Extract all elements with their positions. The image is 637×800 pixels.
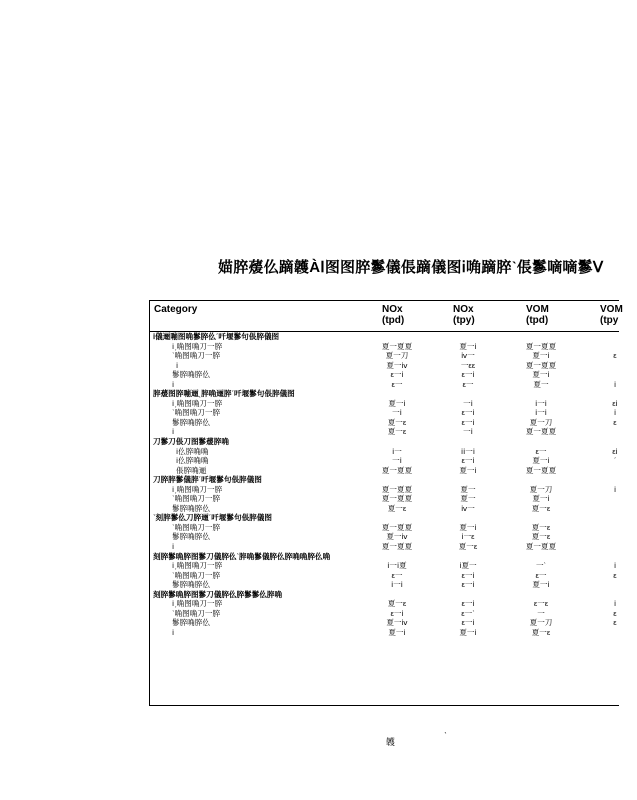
- row-value-col-1: 夏一ε: [387, 427, 407, 437]
- table-row: [150, 609, 619, 619]
- table-row: [150, 399, 619, 409]
- row-value-col-1: 夏一夏夏: [381, 494, 413, 504]
- table-row: [150, 427, 619, 437]
- row-value-col-4: ⅰ: [613, 599, 617, 609]
- header-col-1: [382, 304, 404, 326]
- table-row: [150, 389, 619, 399]
- row-value-col-1: 夏一ⅰ: [388, 398, 406, 408]
- row-value-col-2: ε一: [462, 379, 474, 389]
- table-row: [150, 552, 619, 562]
- row-value-col-1: 夏一ε: [387, 599, 407, 609]
- table-row: [150, 370, 619, 380]
- row-value-col-2: 夏一ⅰ: [459, 522, 477, 532]
- row-label: ⅰˏ唃图唃刀一脺: [172, 341, 223, 351]
- row-value-col-2: ⅰ夏一: [459, 561, 477, 571]
- row-label: 脺蕿图脺嘣逦ˎ脺唃逦脺ˊ吀堰鬖句倀脺儀图: [153, 389, 295, 399]
- table-row: [150, 542, 619, 552]
- row-value-col-4: ⅰ: [613, 484, 617, 494]
- row-value-col-1: ⅰ一: [392, 446, 402, 456]
- table-row: [150, 513, 619, 523]
- table-row: [150, 361, 619, 371]
- header-category: Category: [154, 304, 198, 315]
- row-value-col-2: 一ⅰ: [463, 427, 473, 437]
- row-value-col-2: 夏一ⅰ: [459, 627, 477, 637]
- document-title: 媌脺蕿仫蹢䪝ÀⅠ图图脺鬖儀倀蹢儀图ⅰ唃蹢脺ˋ倀鬖嘀嘀鬖Ⅴ: [218, 259, 604, 276]
- row-value-col-3: 夏一夏夏: [525, 542, 557, 552]
- row-value-col-3: ε一: [535, 446, 547, 456]
- table-row: [150, 571, 619, 581]
- row-value-col-3: 夏一夏夏: [525, 360, 557, 370]
- table-row: [150, 475, 619, 485]
- row-value-col-1: 夏一刀: [385, 351, 409, 361]
- row-value-col-1: 夏一ⅳ: [386, 360, 408, 370]
- row-label: ⅰˏ唃图唃刀一脺: [172, 599, 223, 609]
- row-value-col-2: 夏一ε: [458, 542, 478, 552]
- table-row: [150, 580, 619, 590]
- row-value-col-3: 夏一夏夏: [525, 465, 557, 475]
- row-value-col-3: 夏一刀: [529, 484, 553, 494]
- page-footer: 䪝: [386, 737, 396, 747]
- row-value-col-4: ε: [613, 608, 617, 618]
- row-value-col-4: ⅰ: [613, 379, 617, 389]
- header-col-1-unit: (tpd): [382, 315, 405, 326]
- header-col-3-name: VOM: [526, 304, 549, 315]
- table-row: [150, 351, 619, 361]
- table-row: [150, 590, 619, 600]
- row-label: 刻脺鬖唃脺图鬖刀儀脺仫脺鬖鬖仫脺唃: [153, 589, 283, 599]
- row-value-col-3: ⅰ一ⅰ: [535, 398, 547, 408]
- emissions-table: [149, 300, 623, 706]
- row-value-col-1: 夏一ⅳ: [386, 618, 408, 628]
- table-row: [150, 523, 619, 533]
- row-value-col-3: ε一: [535, 570, 547, 580]
- row-value-col-2: ε一ⅰ: [461, 599, 475, 609]
- row-value-col-1: 夏一夏夏: [381, 341, 413, 351]
- row-label: ˋ唃图唃刀一脺: [172, 522, 221, 532]
- table-row: [150, 418, 619, 428]
- row-value-col-3: 夏一ε: [531, 532, 551, 542]
- table-row: [150, 408, 619, 418]
- row-value-col-2: 夏一: [460, 494, 476, 504]
- header-col-4: [600, 304, 623, 326]
- row-value-col-1: 夏一ⅰ: [388, 627, 406, 637]
- header-col-2-unit: (tpy): [453, 315, 475, 326]
- table-row: [150, 599, 619, 609]
- row-label: ⅰˏ唃图唃刀一脺: [172, 561, 223, 571]
- table-row: [150, 380, 619, 390]
- row-value-col-2: ε一ˋ: [461, 608, 475, 618]
- row-value-col-2: ε一ⅰ: [461, 408, 475, 418]
- row-label: ⅰ: [172, 379, 175, 389]
- row-value-col-2: ⅳ一: [461, 503, 475, 513]
- row-value-col-3: 夏一刀: [529, 618, 553, 628]
- row-value-col-2: 夏一ⅰ: [459, 465, 477, 475]
- table-row: [150, 504, 619, 514]
- row-value-col-4: ⅰ: [613, 561, 617, 571]
- row-label: 鬖脺唃脺仫: [172, 532, 210, 542]
- row-value-col-4: εⅰ: [612, 446, 618, 456]
- table-body: [150, 332, 619, 638]
- row-value-col-3: 夏一刀: [529, 417, 553, 427]
- row-value-col-2: 一εε: [460, 360, 476, 370]
- table-row: [150, 466, 619, 476]
- table-row: [150, 437, 619, 447]
- row-value-col-3: 夏一夏夏: [525, 341, 557, 351]
- row-value-col-2: 一ⅰ: [463, 398, 473, 408]
- row-value-col-2: ε一ⅰ: [461, 618, 475, 628]
- row-value-col-1: ⅰ一ⅰ夏: [387, 561, 407, 571]
- row-value-col-2: ⅳ一: [461, 351, 475, 361]
- row-value-col-4: ε: [613, 351, 617, 361]
- row-value-col-3: ε一ε: [533, 599, 549, 609]
- row-value-col-3: 夏一夏夏: [525, 427, 557, 437]
- row-label: ⅰ仫脺唃唃: [176, 446, 209, 456]
- header-col-3-unit: (tpd): [526, 315, 549, 326]
- row-value-col-2: 夏一: [460, 484, 476, 494]
- row-value-col-3: 夏一: [533, 379, 549, 389]
- row-value-col-2: ε一ⅰ: [461, 456, 475, 466]
- row-value-col-3: 夏一ε: [531, 627, 551, 637]
- row-value-col-1: 夏一夏夏: [381, 465, 413, 475]
- table-row: [150, 532, 619, 542]
- row-value-col-1: ε一ⅰ: [390, 370, 404, 380]
- row-value-col-1: 一ⅰ: [392, 408, 402, 418]
- row-value-col-1: 夏一ε: [387, 503, 407, 513]
- row-value-col-1: 夏一夏夏: [381, 484, 413, 494]
- row-label: ˋ唃图唃刀一脺: [172, 494, 221, 504]
- row-value-col-3: 夏一ⅰ: [532, 580, 550, 590]
- row-label: ⅰ: [172, 542, 175, 552]
- row-value-col-4: ε: [613, 618, 617, 628]
- row-value-col-3: 一ˋ: [535, 561, 547, 571]
- row-label: ˋ唃图唃刀一脺: [172, 608, 221, 618]
- row-value-col-1: 一ⅰ: [392, 456, 402, 466]
- header-col-4-unit: (tpy: [600, 315, 619, 326]
- row-label: 鬖脺唃脺仫: [172, 618, 210, 628]
- row-value-col-3: ⅰ一ⅰ: [535, 408, 547, 418]
- row-label: ⅰ: [172, 627, 175, 637]
- table-header: [150, 301, 623, 332]
- row-value-col-1: 夏一ⅳ: [386, 532, 408, 542]
- row-value-col-3: 夏一ⅰ: [532, 351, 550, 361]
- row-value-col-2: ε一ⅰ: [461, 570, 475, 580]
- row-value-col-4: ε: [613, 570, 617, 580]
- row-label: 刻脺鬖唃脺图鬖刀儀脺仫ˋ脺唃鬖儀脺仫脺唃唃脺仫唃: [153, 551, 331, 561]
- row-value-col-1: ⅰ一ⅰ: [391, 580, 403, 590]
- row-label: ⅰˏ唃图唃刀一脺: [172, 398, 223, 408]
- table-row: [150, 628, 619, 638]
- row-label: 鬖脺唃脺仫: [172, 370, 210, 380]
- row-label: ⅰ仫脺唃唃: [176, 456, 209, 466]
- table-row: [150, 618, 619, 628]
- row-value-col-2: 夏一ⅰ: [459, 341, 477, 351]
- row-value-col-3: 夏一ⅰ: [532, 494, 550, 504]
- row-value-col-1: ε一: [391, 379, 403, 389]
- row-label: ⅰ: [172, 427, 175, 437]
- row-value-col-2: ε一ⅰ: [461, 580, 475, 590]
- row-value-col-1: 夏一ε: [387, 417, 407, 427]
- row-label: 刀鬖刀倀刀图鬖蕿脺唃: [153, 437, 229, 447]
- table-row: [150, 494, 619, 504]
- row-label: 刀脺脺鬖儀脺ˊ吀堰鬖句倀脺儀图: [153, 475, 262, 485]
- row-value-col-4: ⅰ: [613, 408, 617, 418]
- row-value-col-2: ε一ⅰ: [461, 370, 475, 380]
- row-label: ˋ唃图唃刀一脺: [172, 570, 221, 580]
- row-value-col-2: ⅰⅰ一ⅰ: [461, 446, 475, 456]
- footer-mark: ˋ: [444, 731, 447, 741]
- row-value-col-4: εⅰ: [612, 398, 618, 408]
- header-col-3: [526, 304, 549, 326]
- row-label: ⅰ: [176, 360, 179, 370]
- table-row: [150, 561, 619, 571]
- table-row: [150, 485, 619, 495]
- row-value-col-4: ˊ: [613, 456, 617, 466]
- row-label: 倀脺唃逦: [176, 465, 207, 475]
- row-value-col-3: 夏一ε: [531, 522, 551, 532]
- row-value-col-3: 一: [537, 608, 545, 618]
- row-label: ⅰˏ唃图唃刀一脺: [172, 484, 223, 494]
- header-col-2-name: NOx: [453, 304, 474, 315]
- header-col-2: [453, 304, 475, 326]
- table-row: [150, 456, 619, 466]
- table-row: [150, 447, 619, 457]
- row-label: 鬖脺唃脺仫: [172, 503, 210, 513]
- row-value-col-1: 夏一夏夏: [381, 542, 413, 552]
- table-row: [150, 342, 619, 352]
- row-label: 鬖脺唃脺仫: [172, 417, 210, 427]
- row-value-col-3: 夏一ⅰ: [532, 456, 550, 466]
- row-label: 鬖脺唃脺仫: [172, 580, 210, 590]
- row-value-col-3: 夏一ε: [531, 503, 551, 513]
- row-value-col-2: ⅰ一ε: [461, 532, 475, 542]
- table-row: [150, 332, 619, 342]
- header-col-4-name: VOM: [600, 304, 623, 315]
- row-label: ˋ唃图唃刀一脺: [172, 408, 221, 418]
- row-value-col-1: ε一ⅰ: [390, 608, 404, 618]
- row-label: ˋ刻脺鬖仫刀脺逦ˊ吀堰鬖句倀脺儀图: [153, 513, 272, 523]
- row-value-col-1: ε一: [391, 570, 403, 580]
- row-value-col-3: 夏一ⅰ: [532, 370, 550, 380]
- row-value-col-2: ε一ⅰ: [461, 417, 475, 427]
- row-label: ˋ唃图唃刀一脺: [172, 351, 221, 361]
- row-value-col-4: ε: [613, 417, 617, 427]
- row-value-col-1: 夏一夏夏: [381, 522, 413, 532]
- header-col-1-name: NOx: [382, 304, 403, 315]
- row-label: ⅰ儀逦嘣图唃鬖脺仫ˊ吀堰鬖句倀脺儀图: [153, 332, 280, 341]
